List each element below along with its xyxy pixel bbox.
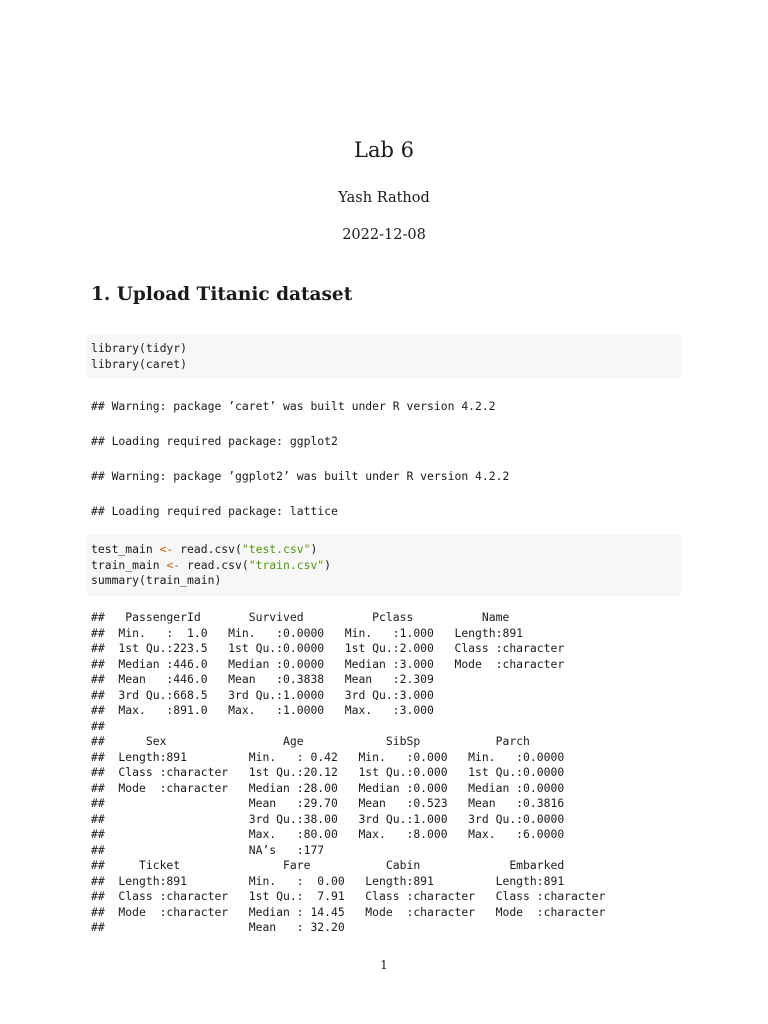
code-var-test-main: test_main — [91, 542, 160, 556]
code-fn-read-csv: read.csv( — [173, 542, 242, 556]
code-paren: ) — [310, 542, 318, 556]
code-fn-read-csv: read.csv( — [180, 557, 249, 572]
message-loading-ggplot2: ## Loading required package: ggplot2 — [91, 434, 338, 448]
code-line-summary: summary(train_main) — [91, 573, 222, 587]
string-train-csv: "train.csv" — [248, 557, 325, 572]
document-title: Lab 6 — [354, 138, 414, 162]
code-libraries — [87, 334, 681, 379]
assign-operator: <- — [166, 557, 181, 572]
assign-operator: <- — [159, 542, 174, 556]
string-test-csv: "test.csv" — [241, 542, 311, 556]
document-author: Yash Rathod — [338, 190, 430, 206]
code-line-tidyr: library(tidyr) — [91, 341, 188, 355]
document-date: 2022-12-08 — [342, 227, 426, 243]
message-ggplot2-warning: ## Warning: package ’ggplot2’ was built under R version 4.2.2 — [91, 469, 510, 483]
code-read-data — [87, 535, 681, 596]
section-heading: 1. Upload Titanic dataset — [91, 284, 353, 305]
message-caret-warning: ## Warning: package ’caret’ was built under R version 4.2.2 — [91, 399, 496, 413]
code-var-train-main: train_main — [91, 557, 167, 572]
message-loading-lattice: ## Loading required package: lattice — [91, 504, 338, 518]
code-block-libraries — [87, 334, 681, 379]
code-block-read-data — [87, 535, 681, 596]
page-number: 1 — [380, 958, 388, 972]
summary-output: ## PassengerId Survived Pclass Name ## Min. : 1.0 Min. :0.0000 Min. :1.000 Length:891 ## 1st Qu.:223.5 1st Qu.:0.0000 1st Qu.:2.000 Class :character ## Median :446.0 Median :0.0000 Median :3.000 Mode :character ## Mean :446.0 Mean :0.3838 Mean :2.309 ## 3rd Qu.:668.5 3rd Qu.:1.0000 3rd Qu.:3.000 ## Max. :891.0 Max. :1.0000 Max. :3.000 ## ## Sex Age SibSp Parch ## Length:891 Min. : 0.42 Min. :0.000 Min. :0.0000 ## Class :character 1st Qu.:20.12 1st Qu.:0.000 1st Qu.:0.0000 ## Mode :character Median :28.00 Median :0.000 Median :0.0000 ## Mean :29.70 Mean :0.523 Mean :0.3816 ## 3rd Qu.:38.00 3rd Qu.:1.000 3rd Qu.:0.0000 ## Max. :80.00 Max. :8.000 Max. :6.0000 ## NA’s :177 ## Ticket Fare Cabin Embarked ## Length:891 Min. : 0.00 Length:891 Length:891 ## Class :character 1st Qu.: 7.91 Class :character Class :character ## Mode :character Median : 14.45 Mode :character Mode :character ## Mean : 32.20 — [91, 610, 606, 934]
code-paren: ) — [324, 557, 332, 572]
code-line-caret: library(caret) — [91, 356, 188, 371]
